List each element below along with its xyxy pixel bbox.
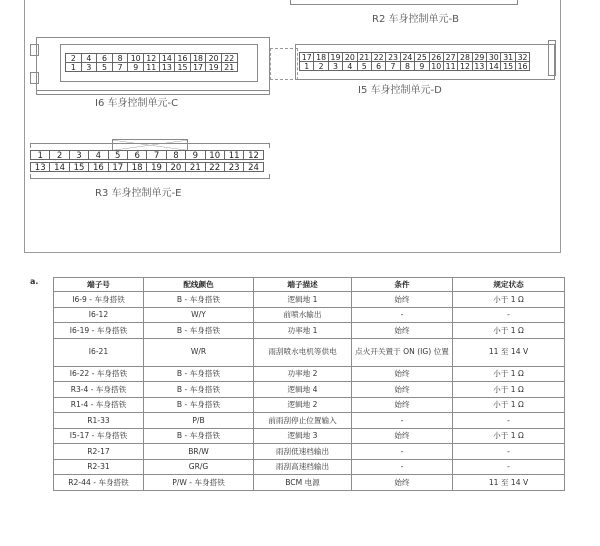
pin-cell: 22 xyxy=(221,53,238,63)
pin-cell: 14 xyxy=(486,61,501,71)
pin-cell: 19 xyxy=(328,52,343,62)
header-terminal: 端子号 xyxy=(54,278,144,292)
table-cell: 雨刮喷水电机等供电 xyxy=(254,338,352,366)
pin-cell: 15 xyxy=(174,62,191,72)
pin-cell: 25 xyxy=(414,52,429,62)
pin-cell: 6 xyxy=(371,61,386,71)
pin-cell: 13 xyxy=(472,61,487,71)
table-cell: 小于 1 Ω xyxy=(453,397,565,413)
i5-pin-row-bottom xyxy=(300,61,530,71)
table-cell: 逻辑地 4 xyxy=(254,382,352,398)
table-cell: 11 至 14 V xyxy=(453,475,565,491)
pin-cell: 18 xyxy=(190,53,207,63)
table-cell: 雨刮低速档输出 xyxy=(254,444,352,460)
table-cell: - xyxy=(352,444,453,460)
r3-connector-label: R3 车身控制单元-E xyxy=(95,188,182,199)
table-cell: R1-33 xyxy=(54,413,144,429)
table-cell: I6-19 - 车身搭铁 xyxy=(54,323,144,339)
pin-cell: 6 xyxy=(127,150,147,160)
pin-cell: 7 xyxy=(385,61,400,71)
table-cell: R2-44 - 车身搭铁 xyxy=(54,475,144,491)
pin-cell: 27 xyxy=(443,52,458,62)
pin-cell: 16 xyxy=(515,61,530,71)
pin-cell: 21 xyxy=(185,162,205,172)
table-cell: - xyxy=(352,413,453,429)
i6-left-latch xyxy=(30,44,39,56)
pin-cell: 2 xyxy=(65,53,82,63)
pin-cell: 3 xyxy=(69,150,89,160)
pin-cell: 4 xyxy=(88,150,108,160)
table-row xyxy=(54,382,565,398)
table-cell: B - 车身搭铁 xyxy=(144,428,254,444)
table-cell: 11 至 14 V xyxy=(453,338,565,366)
pin-cell: 30 xyxy=(486,52,501,62)
table-row xyxy=(54,397,565,413)
pin-cell: 3 xyxy=(81,62,98,72)
pin-cell: 8 xyxy=(166,150,186,160)
table-cell: R3-4 - 车身搭铁 xyxy=(54,382,144,398)
pin-cell: 10 xyxy=(205,150,225,160)
terminal-spec-table xyxy=(53,277,565,491)
pin-cell: 5 xyxy=(357,61,372,71)
table-row xyxy=(54,323,565,339)
table-cell: 始终 xyxy=(352,323,453,339)
pin-cell: 32 xyxy=(515,52,530,62)
pin-cell: 15 xyxy=(69,162,89,172)
table-cell: B - 车身搭铁 xyxy=(144,292,254,308)
pin-cell: 12 xyxy=(243,150,263,160)
pin-cell: 11 xyxy=(143,62,160,72)
pin-cell: 26 xyxy=(429,52,444,62)
pin-cell: 19 xyxy=(205,62,222,72)
pin-cell: 14 xyxy=(159,53,176,63)
table-cell: - xyxy=(352,307,453,323)
pin-cell: 28 xyxy=(457,52,472,62)
table-cell: - xyxy=(453,444,565,460)
pin-cell: 20 xyxy=(205,53,222,63)
table-cell: 小于 1 Ω xyxy=(453,382,565,398)
pin-cell: 1 xyxy=(30,150,50,160)
table-cell: 始终 xyxy=(352,475,453,491)
table-header-row xyxy=(54,278,565,292)
pin-cell: 13 xyxy=(159,62,176,72)
table-cell: R2-31 xyxy=(54,459,144,475)
i6-left-latch-lower xyxy=(30,72,39,84)
pin-cell: 20 xyxy=(342,52,357,62)
table-cell: R1-4 - 车身搭铁 xyxy=(54,397,144,413)
pin-cell: 3 xyxy=(328,61,343,71)
table-cell: GR/G xyxy=(144,459,254,475)
pin-cell: 20 xyxy=(166,162,186,172)
pin-cell: 23 xyxy=(385,52,400,62)
table-cell: P/B xyxy=(144,413,254,429)
pin-cell: 7 xyxy=(112,62,129,72)
i5-connector-latch xyxy=(270,48,298,80)
table-cell: B - 车身搭铁 xyxy=(144,323,254,339)
table-cell: 始终 xyxy=(352,428,453,444)
header-condition: 条件 xyxy=(352,278,453,292)
table-cell: - xyxy=(453,413,565,429)
pin-cell: 12 xyxy=(457,61,472,71)
pin-cell: 29 xyxy=(472,52,487,62)
pin-cell: 9 xyxy=(414,61,429,71)
table-row xyxy=(54,366,565,382)
table-cell: 功率地 2 xyxy=(254,366,352,382)
pin-cell: 17 xyxy=(190,62,207,72)
table-row xyxy=(54,413,565,429)
table-marker: a. xyxy=(30,277,39,286)
pin-cell: 9 xyxy=(185,150,205,160)
table-cell: I6-22 - 车身搭铁 xyxy=(54,366,144,382)
r2-connector-outline xyxy=(290,0,518,5)
table-cell: I6-9 - 车身搭铁 xyxy=(54,292,144,308)
pin-cell: 14 xyxy=(49,162,69,172)
pin-cell: 16 xyxy=(174,53,191,63)
pin-cell: 6 xyxy=(96,53,113,63)
r2-connector-label: R2 车身控制单元-B xyxy=(372,14,459,25)
pin-cell: 24 xyxy=(243,162,263,172)
pin-cell: 21 xyxy=(221,62,238,72)
table-cell: 逻辑地 1 xyxy=(254,292,352,308)
table-cell: - xyxy=(453,459,565,475)
table-cell: 小于 1 Ω xyxy=(453,428,565,444)
table-cell: P/W - 车身搭铁 xyxy=(144,475,254,491)
pin-cell: 1 xyxy=(65,62,82,72)
table-cell: I6-21 xyxy=(54,338,144,366)
table-cell: BR/W xyxy=(144,444,254,460)
pin-cell: 4 xyxy=(342,61,357,71)
table-cell: 始终 xyxy=(352,397,453,413)
header-wire-color: 配线颜色 xyxy=(144,278,254,292)
table-cell: B - 车身搭铁 xyxy=(144,382,254,398)
table-cell: - xyxy=(453,307,565,323)
pin-cell: 19 xyxy=(146,162,166,172)
pin-cell: 22 xyxy=(371,52,386,62)
pin-cell: 24 xyxy=(400,52,415,62)
table-cell: B - 车身搭铁 xyxy=(144,366,254,382)
table-cell: 始终 xyxy=(352,366,453,382)
pin-cell: 18 xyxy=(313,52,328,62)
pin-cell: 10 xyxy=(429,61,444,71)
pin-cell: 5 xyxy=(96,62,113,72)
pin-cell: 1 xyxy=(299,61,314,71)
table-cell: 小于 1 Ω xyxy=(453,366,565,382)
pin-cell: 31 xyxy=(500,52,515,62)
pin-cell: 18 xyxy=(127,162,147,172)
pin-cell: 2 xyxy=(49,150,69,160)
pin-cell: 10 xyxy=(127,53,144,63)
table-cell: 逻辑地 2 xyxy=(254,397,352,413)
table-cell: W/R xyxy=(144,338,254,366)
pin-cell: 2 xyxy=(313,61,328,71)
table-cell: R2-17 xyxy=(54,444,144,460)
table-row xyxy=(54,459,565,475)
pin-cell: 15 xyxy=(500,61,515,71)
table-cell: 始终 xyxy=(352,292,453,308)
table-cell: - xyxy=(352,459,453,475)
pin-cell: 16 xyxy=(88,162,108,172)
table-row xyxy=(54,444,565,460)
table-row xyxy=(54,338,565,366)
table-cell: 逻辑地 3 xyxy=(254,428,352,444)
r3-pin-row-bottom xyxy=(31,162,264,172)
i6-connector-label: I6 车身控制单元-C xyxy=(95,98,179,109)
pin-cell: 11 xyxy=(224,150,244,160)
pin-cell: 8 xyxy=(400,61,415,71)
r3-pin-row-top xyxy=(31,150,264,160)
header-spec: 规定状态 xyxy=(453,278,565,292)
pin-cell: 23 xyxy=(224,162,244,172)
table-cell: W/Y xyxy=(144,307,254,323)
pin-cell: 9 xyxy=(127,62,144,72)
pin-cell: 8 xyxy=(112,53,129,63)
pin-cell: 7 xyxy=(146,150,166,160)
table-cell: 前雨刮停止位置输入 xyxy=(254,413,352,429)
i5-right-latch xyxy=(548,40,556,76)
table-row xyxy=(54,292,565,308)
table-row xyxy=(54,475,565,491)
table-cell: 小于 1 Ω xyxy=(453,323,565,339)
table-cell: 前喷水输出 xyxy=(254,307,352,323)
i6-pin-row-bottom xyxy=(66,62,238,72)
table-row xyxy=(54,307,565,323)
r3-bottom-rail xyxy=(30,174,270,179)
pin-cell: 22 xyxy=(205,162,225,172)
pin-cell: 17 xyxy=(299,52,314,62)
table-cell: B - 车身搭铁 xyxy=(144,397,254,413)
pin-cell: 17 xyxy=(108,162,128,172)
pin-cell: 12 xyxy=(143,53,160,63)
pin-cell: 5 xyxy=(108,150,128,160)
pin-cell: 13 xyxy=(30,162,50,172)
i5-connector-label: I5 车身控制单元-D xyxy=(358,85,442,96)
pin-cell: 4 xyxy=(81,53,98,63)
table-cell: 点火开关置于 ON (IG) 位置 xyxy=(352,338,453,366)
table-cell: I5-17 - 车身搭铁 xyxy=(54,428,144,444)
table-cell: 小于 1 Ω xyxy=(453,292,565,308)
table-cell: BCM 电源 xyxy=(254,475,352,491)
pin-cell: 21 xyxy=(357,52,372,62)
table-cell: 始终 xyxy=(352,382,453,398)
pin-cell: 11 xyxy=(443,61,458,71)
table-cell: I6-12 xyxy=(54,307,144,323)
table-cell: 功率地 1 xyxy=(254,323,352,339)
table-cell: 雨刮高速档输出 xyxy=(254,459,352,475)
table-row xyxy=(54,428,565,444)
header-description: 端子描述 xyxy=(254,278,352,292)
